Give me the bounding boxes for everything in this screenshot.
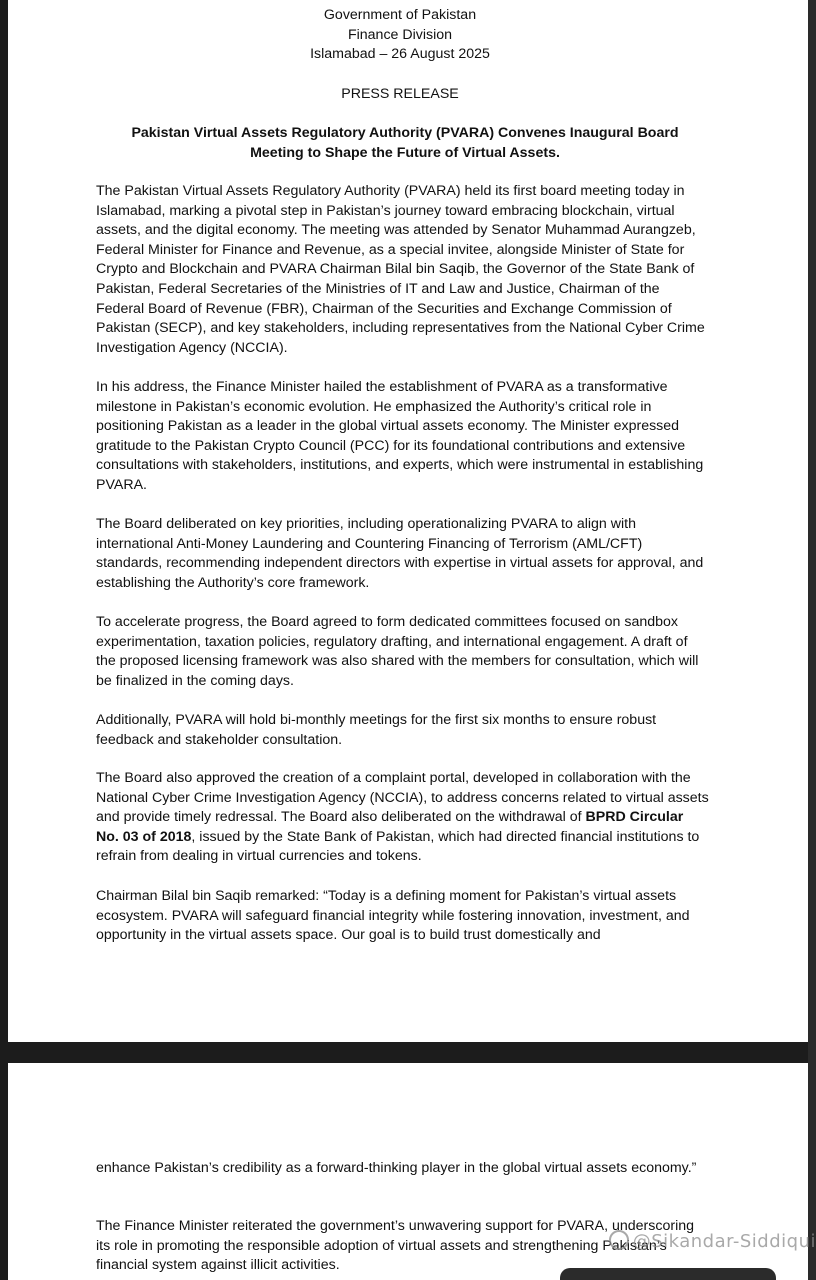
paragraph-5: Additionally, PVARA will hold bi-monthly meetings for the first six months to ensure robust feedback and stakeholder consultation. [96, 712, 657, 748]
watermark [609, 1230, 816, 1252]
circular-reference: BPRD Circular No. 03 of 2018 [96, 809, 684, 845]
paragraph-8: enhance Pakistan’s credibility as a forward-thinking player in the global virtual assets economy.” [96, 1160, 697, 1176]
paragraph-7: Chairman Bilal bin Saqib remarked: “Today is a defining moment for Pakistan’s virtual assets ecosystem. PVARA will safeguard financial integrity while fostering innovation, investment, and opportunity in the virtual assets space. Our goal is to build trust domestically and [96, 888, 690, 944]
paragraph-6-text-b: , issued by the State Bank of Pakistan, which had directed financial institutions to refrain from dealing in virtual currencies and tokens. [96, 828, 700, 865]
title-line-2: Meeting to Shape the Future of Virtual Assets. [250, 145, 560, 161]
paragraph-6 [96, 769, 710, 867]
paragraph-2: In his address, the Finance Minister hailed the establishment of PVARA as a transformative milestone in Pakistan’s economic evolution. He emphasized the Authority’s critical role in positioning Pakistan as a leader in the global virtual assets economy. The Minister expressed gratitude to the Pakistan Crypto Council (PCC) for its foundational contributions and extensive consultations with stakeholders, institutions, and experts, which were instrumental in establishing PVARA. [96, 379, 704, 493]
right-edge [808, 0, 816, 1280]
header-government: Government of Pakistan [323, 7, 477, 23]
paragraph-3: The Board deliberated on key priorities, including operationalizing PVARA to align with international Anti-Money Laundering and Countering Financing of Terrorism (AML/CFT) standards, recommending independent directors with expertise in virtual assets for approval, and establishing the Authority’s core framework. [96, 516, 704, 591]
overlay-bar [560, 1268, 776, 1280]
paragraph-1: The Pakistan Virtual Assets Regulatory Authority (PVARA) held its first board meeting today in Islamabad, marking a pivotal step in Pakistan’s journey toward embracing blockchain, virtual assets, and the digital economy. The meeting was attended by Senator Muhammad Aurangzeb, Federal Minister for Finance and Revenue, as a special invitee, alongside Minister of State for Crypto and Blockchain and PVARA Chairman Bilal bin Saqib, the Governor of the State Bank of Pakistan, Federal Secretaries of the Ministries of IT and Law and Justice, Chairman of the Federal Board of Revenue (FBR), Chairman of the Securities and Exchange Commission of Pakistan (SECP), and key stakeholders, including representatives from the National Cyber Crime Investigation Agency (NCCIA). [96, 183, 705, 356]
watermark-text: @Sikandar-Siddiqui [632, 1231, 816, 1252]
paragraph-9: The Finance Minister reiterated the government’s unwavering support for PVARA, underscoring its role in promoting the responsible adoption of virtual assets and strengthening Pakistan’s financial system against illicit activities. [96, 1218, 695, 1274]
paragraph-6-text-a: The Board also approved the creation of a complaint portal, developed in collaboration with the National Cyber Crime Investigation Agency (NCCIA), to address concerns related to virtual assets and provide timely redressal. The Board also deliberated on the withdrawal of [96, 770, 709, 826]
watermark-icon [609, 1230, 629, 1250]
header-division: Finance Division [347, 27, 453, 43]
header-place-date: Islamabad – 26 August 2025 [310, 46, 490, 62]
title-line-1: Pakistan Virtual Assets Regulatory Authority (PVARA) Convenes Inaugural Board [131, 125, 679, 141]
press-release-label: PRESS RELEASE [341, 86, 459, 102]
paragraph-4: To accelerate progress, the Board agreed to form dedicated committees focused on sandbox experimentation, taxation policies, regulatory drafting, and international engagement. A draft of the proposed licensing framework was also shared with the members for consultation, which will be finalized in the coming days. [96, 614, 699, 689]
